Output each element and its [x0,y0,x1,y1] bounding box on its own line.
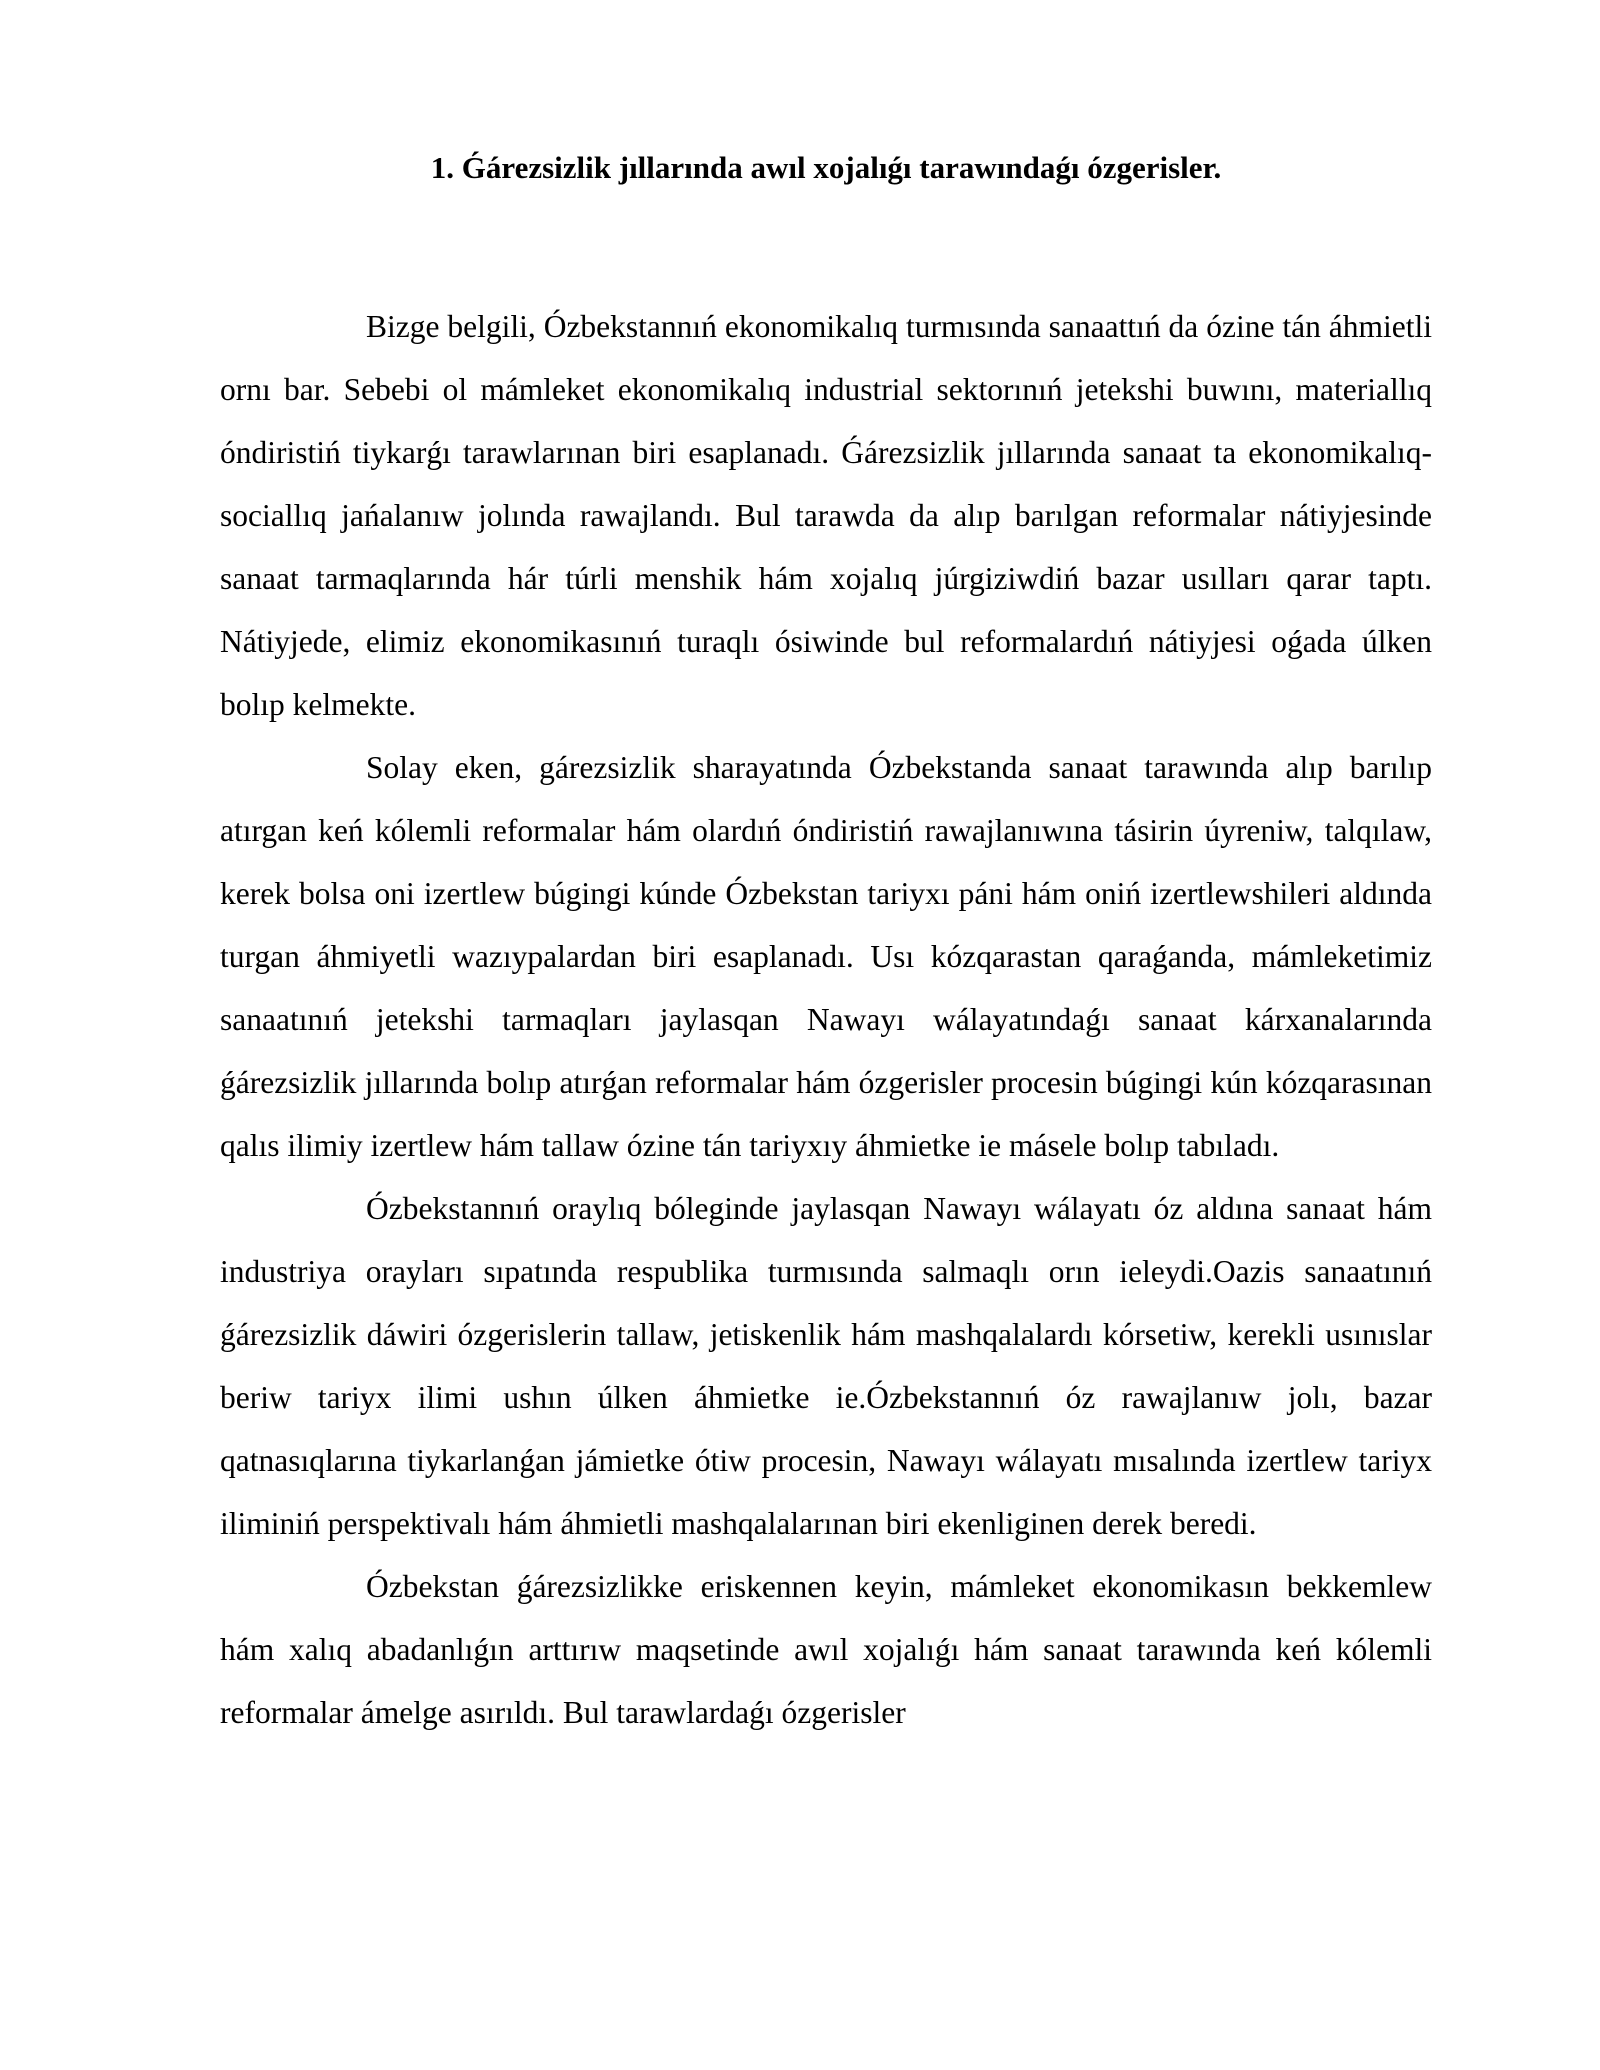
paragraph: Ózbekstannıń oraylıq bóleginde jaylasqan Nawayı wálayatı óz aldına sanaat hám industriya orayları sıpatında respublika turmısında salmaqlı orın ieleydi.Oazis sanaatınıń ǵárezsizlik dáwiri ózgerislerin tallaw, jetiskenlik hám mashqalalardı kórsetiw, kerekli usınıslar beriw tariyx ilimi ushın úlken áhmietke ie.Ózbekstannıń óz rawajlanıw jolı, bazar qatnasıqlarına tiykarlanǵan jámietke ótiw procesin, Nawayı wálayatı mısalında izertlew tariyx iliminiń perspektivalı hám áhmietli mashqalalarınan biri ekenliginen derek beredi. [220,1191,1432,1541]
section-heading: 1. Ǵárezsizlik jıllarında awıl xojalıǵı tarawındaǵı ózgerisler. [430,150,1222,185]
paragraph: Bizge belgili, Ózbekstannıń ekonomikalıq turmısında sanaattıń da ózine tán áhmietli ornı bar. Sebebi ol mámleket ekonomikalıq industrial sektorınıń jetekshi buwını, materiallıq óndiristiń tiykarǵı tarawlarınan biri esaplanadı. Ǵárezsizlik jıllarında sanaat ta ekonomikalıq-sociallıq jańalanıw jolında rawajlandı. Bul tarawda da alıp barılgan reformalar nátiyjesinde sanaat tarmaqlarında hár túrli menshik hám xojalıq júrgiziwdiń bazar usılları qarar taptı. Nátiyjede, elimiz ekonomikasınıń turaqlı ósiwinde bul reformalardıń nátiyjesi oǵada úlken bolıp kelmekte. [220,309,1432,722]
paragraph: Ózbekstan ǵárezsizlikke eriskennen keyin, mámleket ekonomikasın bekkemlew hám xalıq abadanlıǵın arttırıw maqsetinde awıl xojalıǵı hám sanaat tarawında keń kólemli reformalar ámelge asırıldı. Bul tarawlardaǵı ózgerisler [220,1569,1432,1730]
body-text [220,295,1432,1744]
paragraph: Solay eken, gárezsizlik sharayatında Ózbekstanda sanaat tarawında alıp barılıp atırgan keń kólemli reformalar hám olardıń óndiristiń rawajlanıwına tásirin úyreniw, talqılaw, kerek bolsa oni izertlew búgingi kúnde Ózbekstan tariyxı páni hám oniń izertlewshileri aldında turgan áhmiyetli wazıypalardan biri esaplanadı. Usı kózqarastan qaraǵanda, mámleketimiz sanaatınıń jetekshi tarmaqları jaylasqan Nawayı wálayatındaǵı sanaat kárxanalarında ǵárezsizlik jıllarında bolıp atırǵan reformalar hám ózgerisler procesin búgingi kún kózqarasınan qalıs ilimiy izertlew hám tallaw ózine tán tariyxıy áhmietke ie másele bolıp tabıladı. [220,750,1432,1163]
